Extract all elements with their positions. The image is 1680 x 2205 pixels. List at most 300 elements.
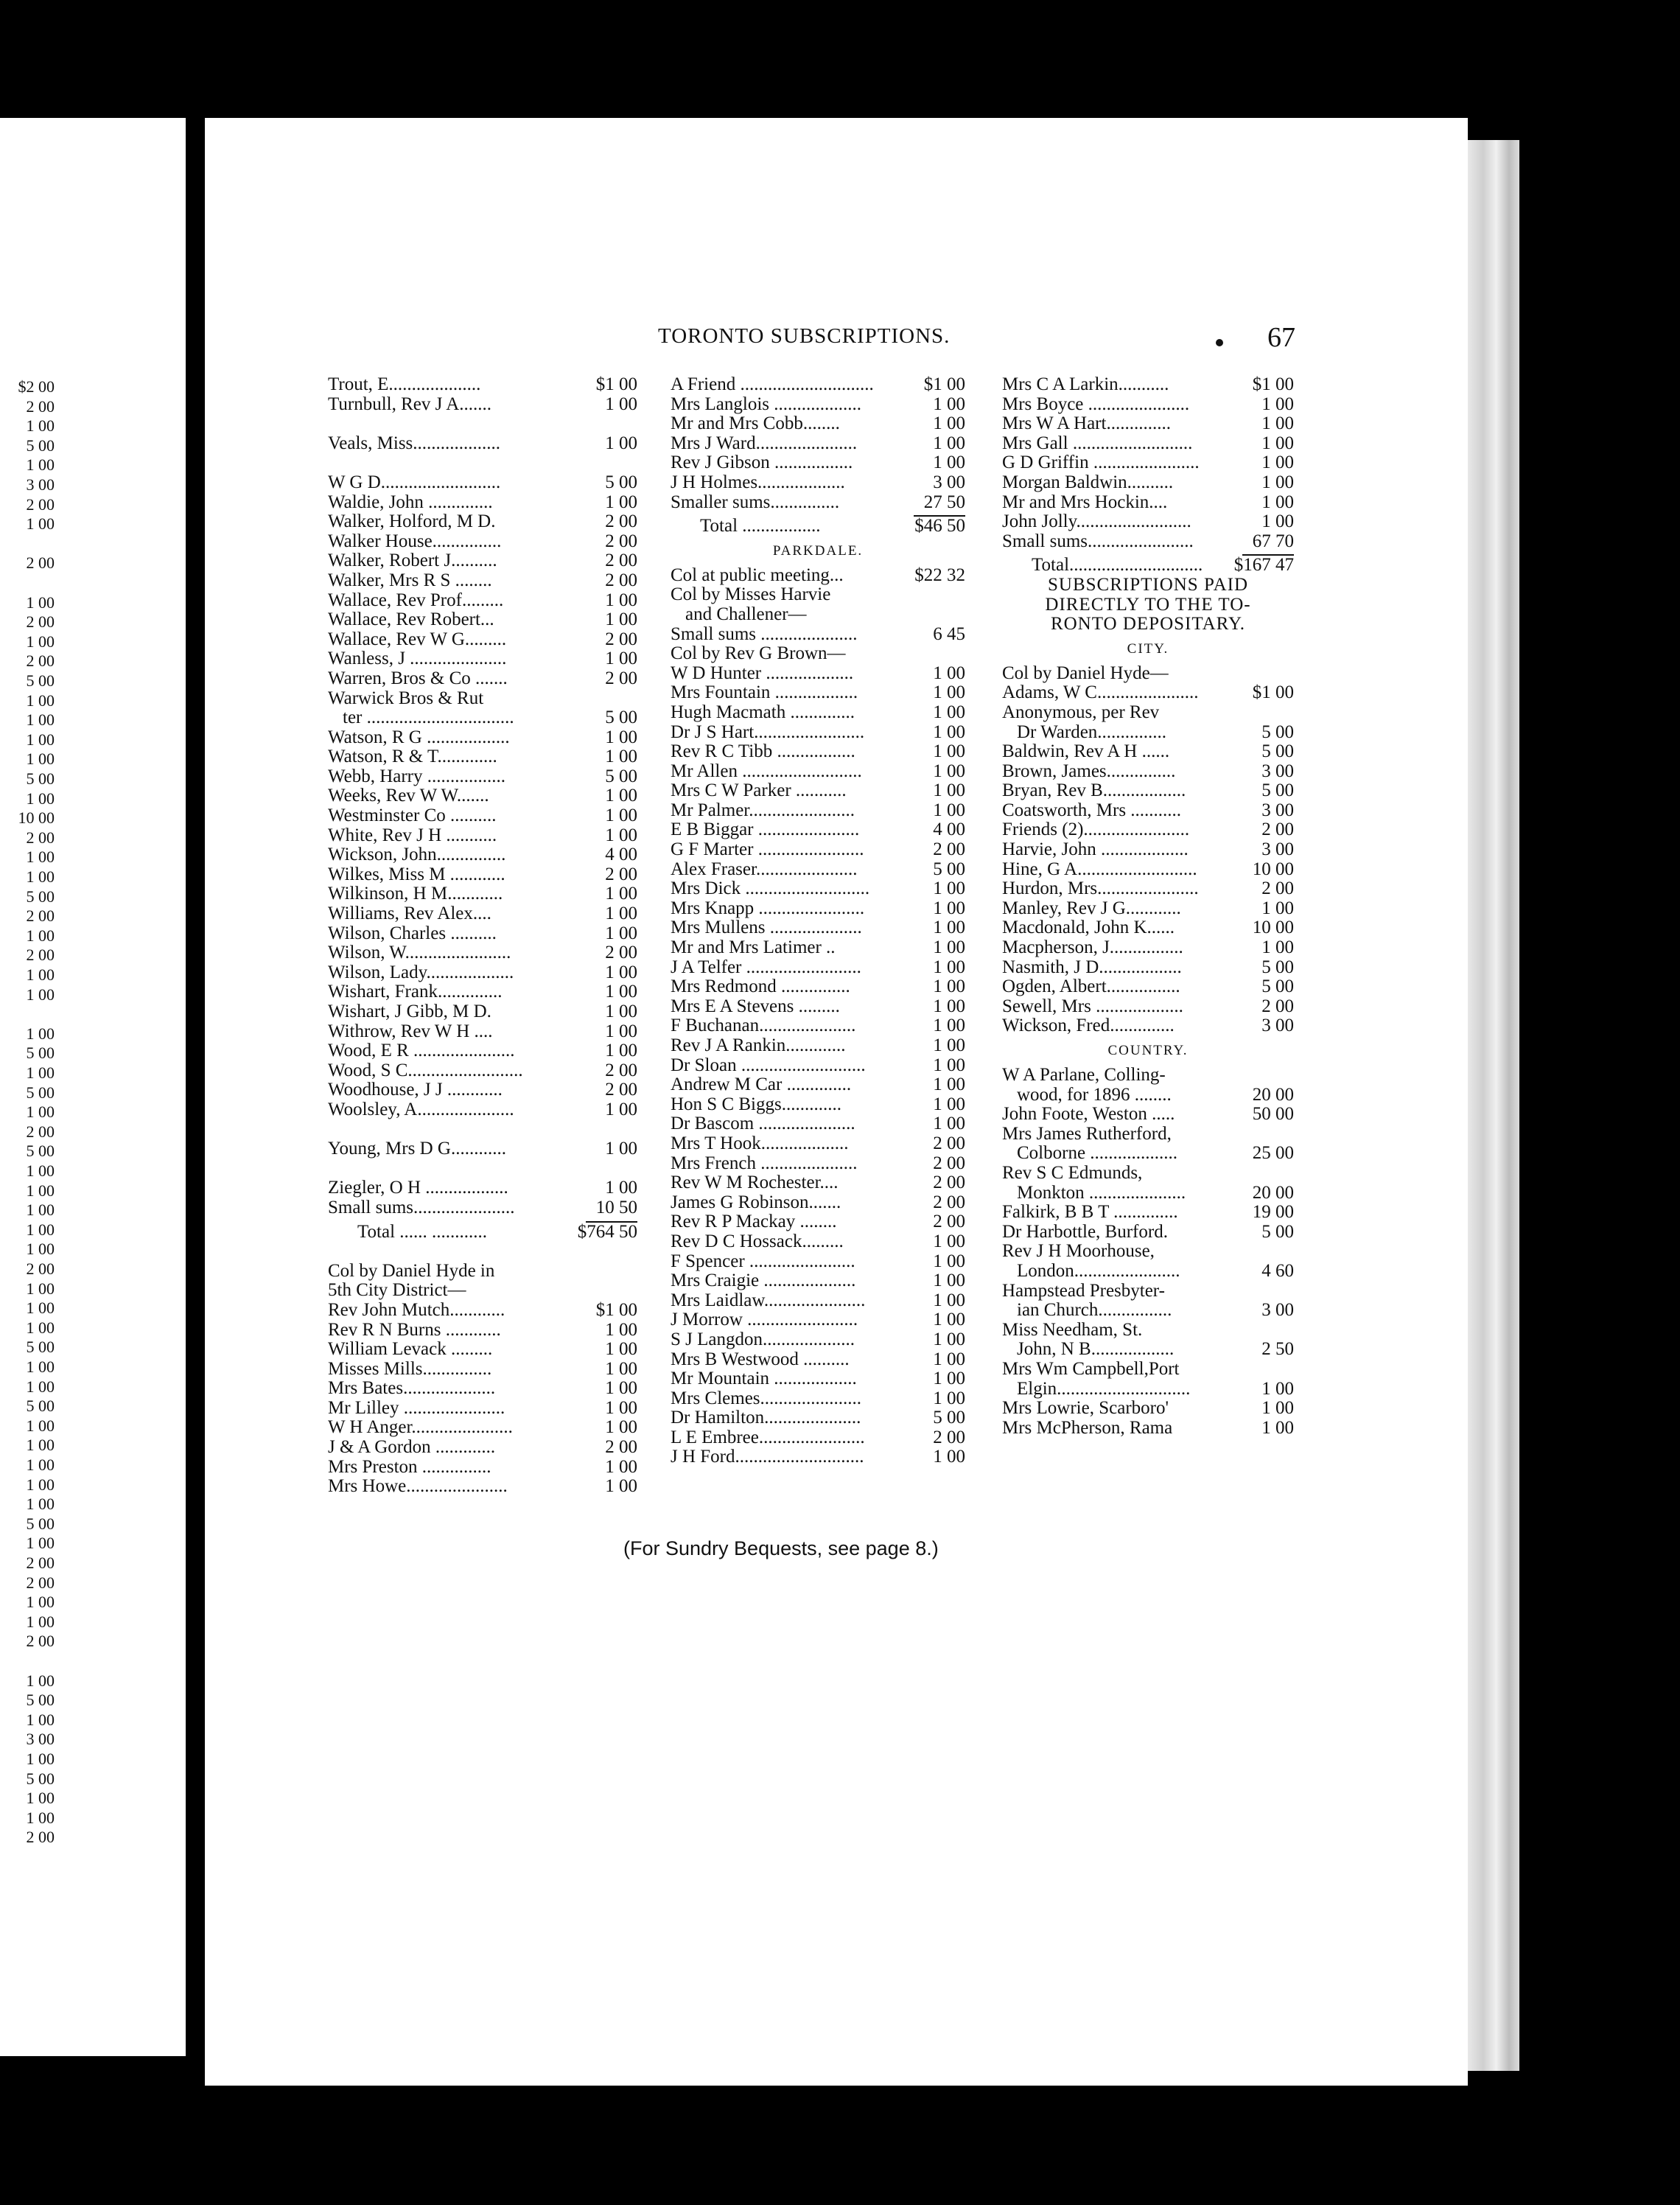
- entry-row: [1002, 1125, 1294, 1145]
- entry-amount: 4 60: [1261, 1261, 1294, 1281]
- entry-amount: 1 00: [933, 898, 965, 918]
- entry-name: wood, for 1896 ........: [1017, 1085, 1172, 1105]
- entry-amount: 1 00: [933, 1369, 965, 1389]
- entry-row: [1002, 473, 1294, 493]
- entry-amount: 1 00: [933, 957, 965, 977]
- left-amount: 1 00: [26, 730, 55, 749]
- entry-amount: 1 00: [933, 453, 965, 473]
- entry-row: [671, 1075, 965, 1095]
- entry-name: Mrs Lowrie, Scarboro': [1002, 1399, 1169, 1419]
- left-amount: 5 00: [26, 1338, 55, 1357]
- left-amount: 5 00: [26, 1514, 55, 1533]
- entry-amount: 5 00: [1261, 742, 1294, 762]
- column-3: [1002, 375, 1294, 1438]
- left-amount: 1 00: [26, 749, 55, 769]
- entry-row: [671, 801, 965, 821]
- entry-amount: 1 00: [933, 433, 965, 453]
- entry-row: [1002, 375, 1294, 395]
- total-row: [328, 1223, 637, 1243]
- entry-row: [328, 669, 637, 689]
- entry-row: [671, 938, 965, 958]
- entry-row: [671, 1271, 965, 1291]
- entry-row: [328, 963, 637, 983]
- left-amount: 1 00: [26, 1220, 55, 1239]
- left-amount: 5 00: [26, 1044, 55, 1063]
- entry-amount: 1 00: [933, 918, 965, 938]
- left-amount: 5 00: [26, 1083, 55, 1102]
- entry-name: Wickson, Fred..............: [1002, 1016, 1175, 1036]
- entry-name: Dr J S Hart........................: [671, 722, 865, 742]
- entry-row: [671, 1408, 965, 1428]
- entry-name: Wood, S C.........................: [328, 1060, 523, 1080]
- entry-amount: 1 00: [605, 1379, 637, 1399]
- entry-name: Brown, James...............: [1002, 761, 1176, 781]
- entry-amount: 1 00: [605, 649, 637, 669]
- entry-name: J & A Gordon .............: [328, 1438, 496, 1458]
- entry-amount: 2 00: [933, 1173, 965, 1193]
- left-amount: 1 00: [26, 1750, 55, 1768]
- entry-name: Macpherson, J................: [1002, 938, 1183, 958]
- entry-row: [1002, 879, 1294, 899]
- entry-name: Col by Rev G Brown—: [671, 644, 846, 664]
- entry-amount: 1 00: [605, 1041, 637, 1061]
- entry-name: Wilkinson, H M............: [328, 884, 503, 904]
- footer-note: (For Sundry Bequests, see page 8.): [623, 1537, 939, 1559]
- section-heading: Col by Daniel Hyde in: [328, 1261, 495, 1281]
- entry-amount: 3 00: [1261, 1016, 1294, 1036]
- entry-row: [328, 747, 637, 767]
- entry-row: [671, 1291, 965, 1311]
- entry-amount: 2 00: [605, 512, 637, 532]
- entry-row: [671, 1056, 965, 1076]
- entry-amount: 19 00: [1252, 1203, 1294, 1223]
- entry-name: Col by Daniel Hyde—: [1002, 663, 1169, 683]
- entry-amount: 5 00: [1261, 781, 1294, 801]
- entry-row: [328, 610, 637, 630]
- entry-row: [1002, 781, 1294, 801]
- entry-amount: 2 00: [605, 1080, 637, 1100]
- entry-row: [1002, 1184, 1294, 1203]
- entry-amount: 1 00: [933, 663, 965, 683]
- entry-name: Andrew M Car ..............: [671, 1075, 852, 1095]
- entry-name: Mrs James Rutherford,: [1002, 1124, 1172, 1144]
- entry-row: [328, 630, 637, 650]
- entry-name: Walker, Mrs R S ........: [328, 570, 492, 590]
- entry-name: Rev R C Tibb .................: [671, 742, 855, 762]
- entry-amount: 1 00: [1261, 938, 1294, 958]
- entry-amount: 1 00: [605, 806, 637, 826]
- left-amount: 1 00: [26, 1436, 55, 1455]
- entry-amount: $1 00: [1252, 683, 1294, 703]
- entry-name: Small sums......................: [328, 1198, 515, 1217]
- left-amount: 3 00: [26, 1730, 55, 1749]
- entry-amount: 1 00: [1261, 394, 1294, 414]
- left-amount: 1 00: [26, 691, 55, 710]
- entry-row: [671, 395, 965, 415]
- entry-name: Westminster Co ..........: [328, 806, 497, 826]
- entry-row: [328, 649, 637, 669]
- entry-name: F Spencer .......................: [671, 1251, 855, 1271]
- entry-row: [1002, 801, 1294, 821]
- entry-row: [671, 585, 965, 605]
- entry-amount: 5 00: [933, 1408, 965, 1428]
- entry-amount: 1 00: [933, 683, 965, 703]
- entry-row: [328, 1061, 637, 1081]
- entry-amount: 5 00: [1261, 1222, 1294, 1242]
- left-amount: 2 00: [26, 1259, 55, 1278]
- left-amount: 1 00: [26, 710, 55, 730]
- entry-name: Elgin.............................: [1017, 1379, 1191, 1399]
- entry-row: [671, 1154, 965, 1174]
- entry-name: Wilson, Charles ..........: [328, 923, 497, 943]
- entry-name: Williams, Rev Alex....: [328, 904, 491, 924]
- entry-row: [671, 414, 965, 434]
- entry-amount: 5 00: [605, 708, 637, 728]
- entry-name: Woolsley, A.....................: [328, 1100, 514, 1119]
- section-heading: 5th City District—: [328, 1281, 466, 1301]
- entry-row: [671, 1095, 965, 1115]
- left-amount: 10 00: [18, 808, 55, 828]
- entry-row: [328, 1002, 637, 1022]
- left-amount: 1 00: [26, 1534, 55, 1553]
- entry-row: [671, 1389, 965, 1409]
- total-amount: $764 50: [577, 1222, 637, 1242]
- entry-amount: 1 00: [605, 1320, 637, 1340]
- entry-name: Nasmith, J D..................: [1002, 957, 1182, 977]
- entry-row: [671, 1173, 965, 1193]
- entry-row: [671, 683, 965, 703]
- entry-row: [1002, 1360, 1294, 1380]
- entry-row: [1002, 1086, 1294, 1105]
- entry-name: Misses Mills...............: [328, 1359, 492, 1379]
- total-label: Total .................: [700, 517, 821, 537]
- entry-name: Ziegler, O H ..................: [328, 1178, 508, 1198]
- entry-amount: 1 00: [605, 1340, 637, 1360]
- entry-name: John, N B..................: [1017, 1340, 1175, 1360]
- entry-name: J H Holmes...................: [671, 472, 845, 492]
- entry-row: [671, 1252, 965, 1272]
- entry-name: Mrs C W Parker ...........: [671, 781, 847, 801]
- entry-row: [671, 1350, 965, 1370]
- entry-name: Mrs W A Hart..............: [1002, 414, 1171, 434]
- entry-row: [328, 728, 637, 748]
- entry-amount: 2 00: [933, 840, 965, 860]
- entry-row: [671, 723, 965, 743]
- entry-amount: 6 45: [933, 624, 965, 644]
- entry-name: W H Anger......................: [328, 1418, 513, 1438]
- entry-row: [1002, 762, 1294, 782]
- entry-amount: 1 00: [605, 982, 637, 1002]
- entry-row: [671, 860, 965, 880]
- section-heading-parkdale: PARKDALE.: [772, 542, 864, 559]
- left-amount: 2 00: [26, 828, 55, 847]
- total-amount: $167 47: [1233, 556, 1294, 576]
- entry-row: [1002, 1419, 1294, 1439]
- left-amount: 1 00: [26, 1299, 55, 1318]
- entry-name: G D Griffin .......................: [1002, 453, 1200, 473]
- entry-row: [671, 1310, 965, 1330]
- entry-name: Warren, Bros & Co .......: [328, 668, 508, 688]
- entry-name: Rev D C Hossack.........: [671, 1231, 844, 1251]
- entry-row: [671, 1232, 965, 1252]
- section-heading-paid: SUBSCRIPTIONS PAID: [1047, 574, 1249, 595]
- entry-row: [328, 806, 637, 826]
- entry-name: Colborne ...................: [1017, 1144, 1178, 1164]
- entry-amount: 1 00: [933, 1231, 965, 1251]
- entry-name: ian Church................: [1017, 1301, 1172, 1321]
- entry-row: [1002, 840, 1294, 860]
- entry-row: [1002, 723, 1294, 743]
- left-amount: 5 00: [26, 1397, 55, 1416]
- entry-name: Adams, W C......................: [1002, 683, 1199, 703]
- entry-amount: 1 00: [933, 1114, 965, 1134]
- entry-row: [328, 1301, 637, 1321]
- total-label: Total ...... ............: [357, 1222, 488, 1242]
- entry-name: Rev John Mutch............: [328, 1300, 505, 1320]
- entry-name: Turnbull, Rev J A.......: [328, 394, 492, 414]
- entry-row: [671, 434, 965, 454]
- left-page-fragment: [0, 118, 186, 2056]
- entry-amount: 1 00: [1261, 414, 1294, 434]
- entry-name: F Buchanan.....................: [671, 1016, 856, 1036]
- entry-name: J H Ford............................: [671, 1447, 864, 1467]
- entry-name: Mrs Redmond ...............: [671, 977, 850, 997]
- section-heading-paid: RONTO DEPOSITARY.: [1050, 614, 1246, 635]
- entry-name: London.......................: [1017, 1261, 1180, 1281]
- left-amount: 1 00: [26, 593, 55, 612]
- entry-name: Wishart, J Gibb, M D.: [328, 1002, 491, 1021]
- spacer: [328, 1242, 637, 1262]
- entry-name: Baldwin, Rev A H ......: [1002, 742, 1170, 762]
- entry-amount: 1 00: [605, 1100, 637, 1119]
- entry-name: Walker House...............: [328, 531, 502, 551]
- page-number: 67: [1267, 322, 1295, 353]
- entry-row: [671, 1212, 965, 1232]
- entry-row: [1002, 860, 1294, 880]
- left-amount: 1 00: [26, 1456, 55, 1474]
- entry-amount: 1 00: [1261, 472, 1294, 492]
- running-header: TORONTO SUBSCRIPTIONS.: [658, 324, 951, 348]
- entry-row: [1002, 1321, 1294, 1341]
- entry-amount: 5 00: [1261, 957, 1294, 977]
- entry-name: S J Langdon....................: [671, 1329, 855, 1349]
- entry-name: W D Hunter ...................: [671, 663, 854, 683]
- entry-row: [1002, 434, 1294, 454]
- entry-name: Mrs Howe......................: [328, 1477, 508, 1497]
- entry-name: Mrs Dick ...........................: [671, 879, 870, 899]
- entry-amount: 5 00: [933, 859, 965, 879]
- entry-row: [1002, 1399, 1294, 1419]
- entry-amount: 1 00: [605, 1398, 637, 1418]
- entry-name: Wishart, Frank..............: [328, 982, 503, 1002]
- entry-amount: 1 00: [605, 492, 637, 512]
- entry-name: Monkton .....................: [1017, 1183, 1186, 1203]
- entry-amount: 25 00: [1252, 1144, 1294, 1164]
- entry-amount: 1 00: [1261, 512, 1294, 532]
- entry-row: [328, 1022, 637, 1042]
- entry-name: Wilkes, Miss M ............: [328, 864, 505, 884]
- entry-row: [671, 1036, 965, 1056]
- left-amount: 1 00: [26, 1612, 55, 1631]
- entry-row: [328, 1458, 637, 1478]
- entry-row: [1002, 395, 1294, 415]
- section-heading-country: COUNTRY.: [1107, 1043, 1189, 1058]
- entry-row: [1002, 1066, 1294, 1086]
- entry-name: Trout, E....................: [328, 375, 481, 394]
- entry-amount: 1 00: [605, 1477, 637, 1497]
- left-amount: 1 00: [26, 455, 55, 475]
- entry-row: [1002, 1223, 1294, 1243]
- entry-name: Anonymous, per Rev: [1002, 702, 1160, 722]
- entry-amount: 1 00: [605, 1359, 637, 1379]
- entry-amount: 1 00: [605, 923, 637, 943]
- entry-row: [328, 473, 637, 493]
- left-amount: 2 00: [26, 1632, 55, 1651]
- entry-row: [1002, 938, 1294, 958]
- entry-amount: 5 00: [605, 472, 637, 492]
- entry-amount: 2 00: [933, 1192, 965, 1212]
- entry-name: Walker, Robert J..........: [328, 551, 497, 571]
- entry-amount: 2 00: [605, 943, 637, 963]
- entry-amount: 1 00: [605, 433, 637, 453]
- entry-name: William Levack .........: [328, 1340, 493, 1360]
- entry-name: Wilson, W.......................: [328, 943, 511, 963]
- entry-row: [328, 826, 637, 846]
- left-amount: 1 00: [26, 1593, 55, 1612]
- entry-name: Mrs Craigie ....................: [671, 1271, 856, 1291]
- total-amount: $46 50: [914, 517, 965, 537]
- entry-name: Mrs Preston ...............: [328, 1457, 491, 1477]
- entry-amount: 1 00: [605, 1002, 637, 1021]
- entry-row: [328, 1178, 637, 1198]
- entry-name: Hon S C Biggs.............: [671, 1094, 841, 1114]
- left-amount: 1 00: [26, 1377, 55, 1396]
- total-row: [1002, 556, 1294, 576]
- entry-amount: 2 00: [605, 1060, 637, 1080]
- entry-name: Wickson, John...............: [328, 845, 506, 865]
- left-amount: 2 00: [26, 1573, 55, 1592]
- entry-amount: 1 00: [933, 1329, 965, 1349]
- entry-name: Webb, Harry .................: [328, 766, 505, 786]
- left-amount: 2 00: [26, 906, 55, 926]
- entry-name: E B Biggar ......................: [671, 820, 860, 840]
- column-2: [671, 375, 965, 1467]
- entry-amount: 1 00: [933, 977, 965, 997]
- left-amount: 1 00: [26, 1671, 55, 1690]
- entry-amount: 1 00: [933, 938, 965, 958]
- entry-row: [671, 997, 965, 1017]
- entry-name: Dr Bascom .....................: [671, 1114, 855, 1134]
- entry-name: Rev R N Burns ............: [328, 1320, 501, 1340]
- entry-row: [328, 786, 637, 806]
- left-amount: 1 00: [26, 1161, 55, 1180]
- entry-row: [1002, 977, 1294, 997]
- entry-name: Mr and Mrs Hockin....: [1002, 492, 1168, 512]
- entry-amount: 2 50: [1261, 1340, 1294, 1360]
- entry-name: Harvie, John ...................: [1002, 840, 1189, 860]
- entry-amount: 1 00: [933, 1271, 965, 1291]
- entry-amount: 2 00: [933, 1153, 965, 1173]
- entry-amount: $1 00: [595, 1300, 637, 1320]
- entry-amount: 1 00: [933, 800, 965, 820]
- entry-name: Dr Sloan ...........................: [671, 1055, 866, 1075]
- entry-amount: 1 00: [605, 1021, 637, 1041]
- entry-row: [1002, 1262, 1294, 1282]
- left-amount: 1 00: [26, 1710, 55, 1729]
- entry-row: [671, 625, 965, 645]
- entry-name: Mrs Bates....................: [328, 1379, 496, 1399]
- entry-row: [328, 689, 637, 709]
- entry-amount: 1 00: [1261, 1399, 1294, 1419]
- left-amount: 1 00: [26, 1416, 55, 1435]
- entry-row: [1002, 493, 1294, 513]
- entry-name: Mr and Mrs Latimer ..: [671, 938, 836, 958]
- entry-amount: 2 00: [605, 551, 637, 571]
- entry-amount: 27 50: [923, 492, 965, 512]
- entry-row: [328, 434, 637, 454]
- entry-amount: 1 00: [933, 1447, 965, 1467]
- entry-row: [328, 375, 637, 395]
- entry-amount: 2 00: [933, 1428, 965, 1447]
- entry-name: Alex Fraser......................: [671, 859, 858, 879]
- entry-row: [671, 820, 965, 840]
- left-amount: 1 00: [26, 1808, 55, 1827]
- entry-row: [1002, 532, 1294, 552]
- entry-amount: 1 00: [933, 702, 965, 722]
- entry-name: Mrs E A Stevens .........: [671, 996, 840, 1016]
- entry-name: Rev J H Moorhouse,: [1002, 1242, 1155, 1262]
- entry-name: Mrs T Hook...................: [671, 1133, 849, 1153]
- left-amount: 2 00: [26, 946, 55, 965]
- entry-amount: 10 00: [1252, 918, 1294, 938]
- entry-name: James G Robinson.......: [671, 1192, 841, 1212]
- spacer: [328, 1159, 637, 1179]
- left-amount: 1 00: [26, 1279, 55, 1298]
- entry-row: [328, 1360, 637, 1380]
- left-amount: 1 00: [26, 632, 55, 651]
- entry-name: Veals, Miss...................: [328, 433, 501, 453]
- entry-name: G F Marter .......................: [671, 840, 864, 860]
- left-amount: 2 00: [26, 1828, 55, 1847]
- entry-name: Wallace, Rev W G.........: [328, 629, 507, 649]
- entry-name: Rev J A Rankin.............: [671, 1036, 846, 1055]
- entry-name: Hurdon, Mrs......................: [1002, 879, 1199, 899]
- entry-amount: 2 00: [605, 864, 637, 884]
- entry-name: Mr Allen ..........................: [671, 761, 862, 781]
- entry-name: Watson, R & T.............: [328, 747, 497, 767]
- left-amount: 5 00: [26, 1142, 55, 1161]
- spacer: [328, 414, 637, 434]
- spacer: [328, 453, 637, 473]
- entry-row: [328, 982, 637, 1002]
- left-amount: 5 00: [26, 1769, 55, 1788]
- left-amount: 5 00: [26, 769, 55, 788]
- entry-name: Mrs Laidlaw......................: [671, 1290, 866, 1310]
- entry-amount: 1 00: [933, 1388, 965, 1408]
- entry-name: Hugh Macmath ..............: [671, 702, 855, 722]
- entry-name: Watson, R G ..................: [328, 727, 510, 747]
- entry-name: Macdonald, John K......: [1002, 918, 1175, 938]
- entry-row: [1002, 1282, 1294, 1301]
- left-amount: 1 00: [26, 1240, 55, 1259]
- entry-row: [328, 1340, 637, 1360]
- left-amount: 1 00: [26, 867, 55, 886]
- entry-amount: 1 00: [1261, 492, 1294, 512]
- entry-row: [671, 840, 965, 860]
- entry-name: J A Telfer .........................: [671, 957, 861, 977]
- entry-name: White, Rev J H ...........: [328, 825, 497, 845]
- entry-row: [671, 1016, 965, 1036]
